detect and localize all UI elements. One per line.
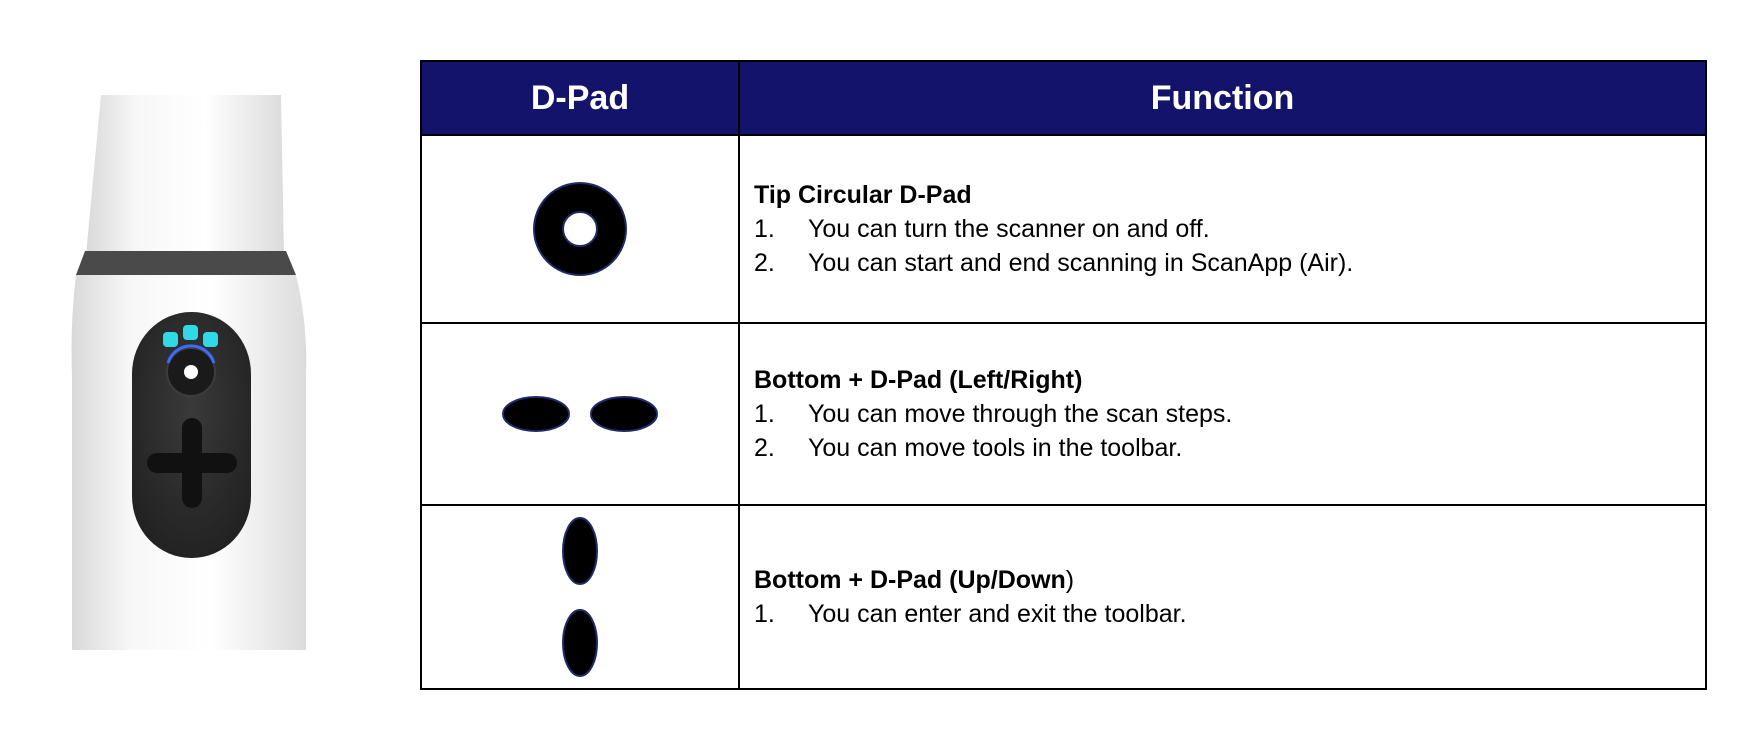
function-title-text: Bottom + D-Pad (Left/Right)	[754, 366, 1083, 394]
table-header-row	[421, 61, 1706, 135]
dpad-icon-cell	[421, 323, 739, 505]
function-title-text: Tip Circular D-Pad	[754, 181, 972, 209]
list-item-number: 2.	[754, 249, 775, 277]
list-item	[754, 431, 1705, 465]
function-title-suffix: )	[1065, 566, 1075, 594]
list-item	[754, 212, 1705, 246]
function-title	[754, 363, 1705, 397]
function-title-text: Bottom + D-Pad (Up/Down	[754, 566, 1066, 594]
function-cell	[739, 323, 1706, 505]
list-item-text: You can start and end scanning in ScanApp (Air).	[808, 249, 1354, 277]
list-item-number: 1.	[754, 400, 775, 428]
dpad-icon-cell	[421, 505, 739, 689]
list-item	[754, 597, 1705, 631]
function-title	[754, 563, 1705, 597]
scanner-image	[70, 95, 310, 650]
dpad-column-header: D-Pad	[421, 61, 739, 135]
left-right-dpad-icon	[502, 394, 658, 434]
function-column-header: Function	[739, 61, 1706, 135]
dpad-function-table	[420, 60, 1707, 690]
list-item	[754, 397, 1705, 431]
list-item-number: 1.	[754, 215, 775, 243]
table-row	[421, 323, 1706, 505]
function-cell	[739, 505, 1706, 689]
circular-dpad-icon	[532, 181, 628, 277]
list-item-number: 1.	[754, 600, 775, 628]
list-item-text: You can turn the scanner on and off.	[808, 215, 1210, 243]
list-item-number: 2.	[754, 434, 775, 462]
list-item-text: You can move through the scan steps.	[808, 400, 1233, 428]
function-cell	[739, 135, 1706, 323]
table-row	[421, 505, 1706, 689]
list-item-text: You can enter and exit the toolbar.	[808, 600, 1187, 628]
table-row	[421, 135, 1706, 323]
list-item	[754, 246, 1705, 280]
up-down-dpad-icon	[560, 517, 600, 677]
dpad-icon-cell	[421, 135, 739, 323]
function-title	[754, 178, 1705, 212]
list-item-text: You can move tools in the toolbar.	[808, 434, 1183, 462]
